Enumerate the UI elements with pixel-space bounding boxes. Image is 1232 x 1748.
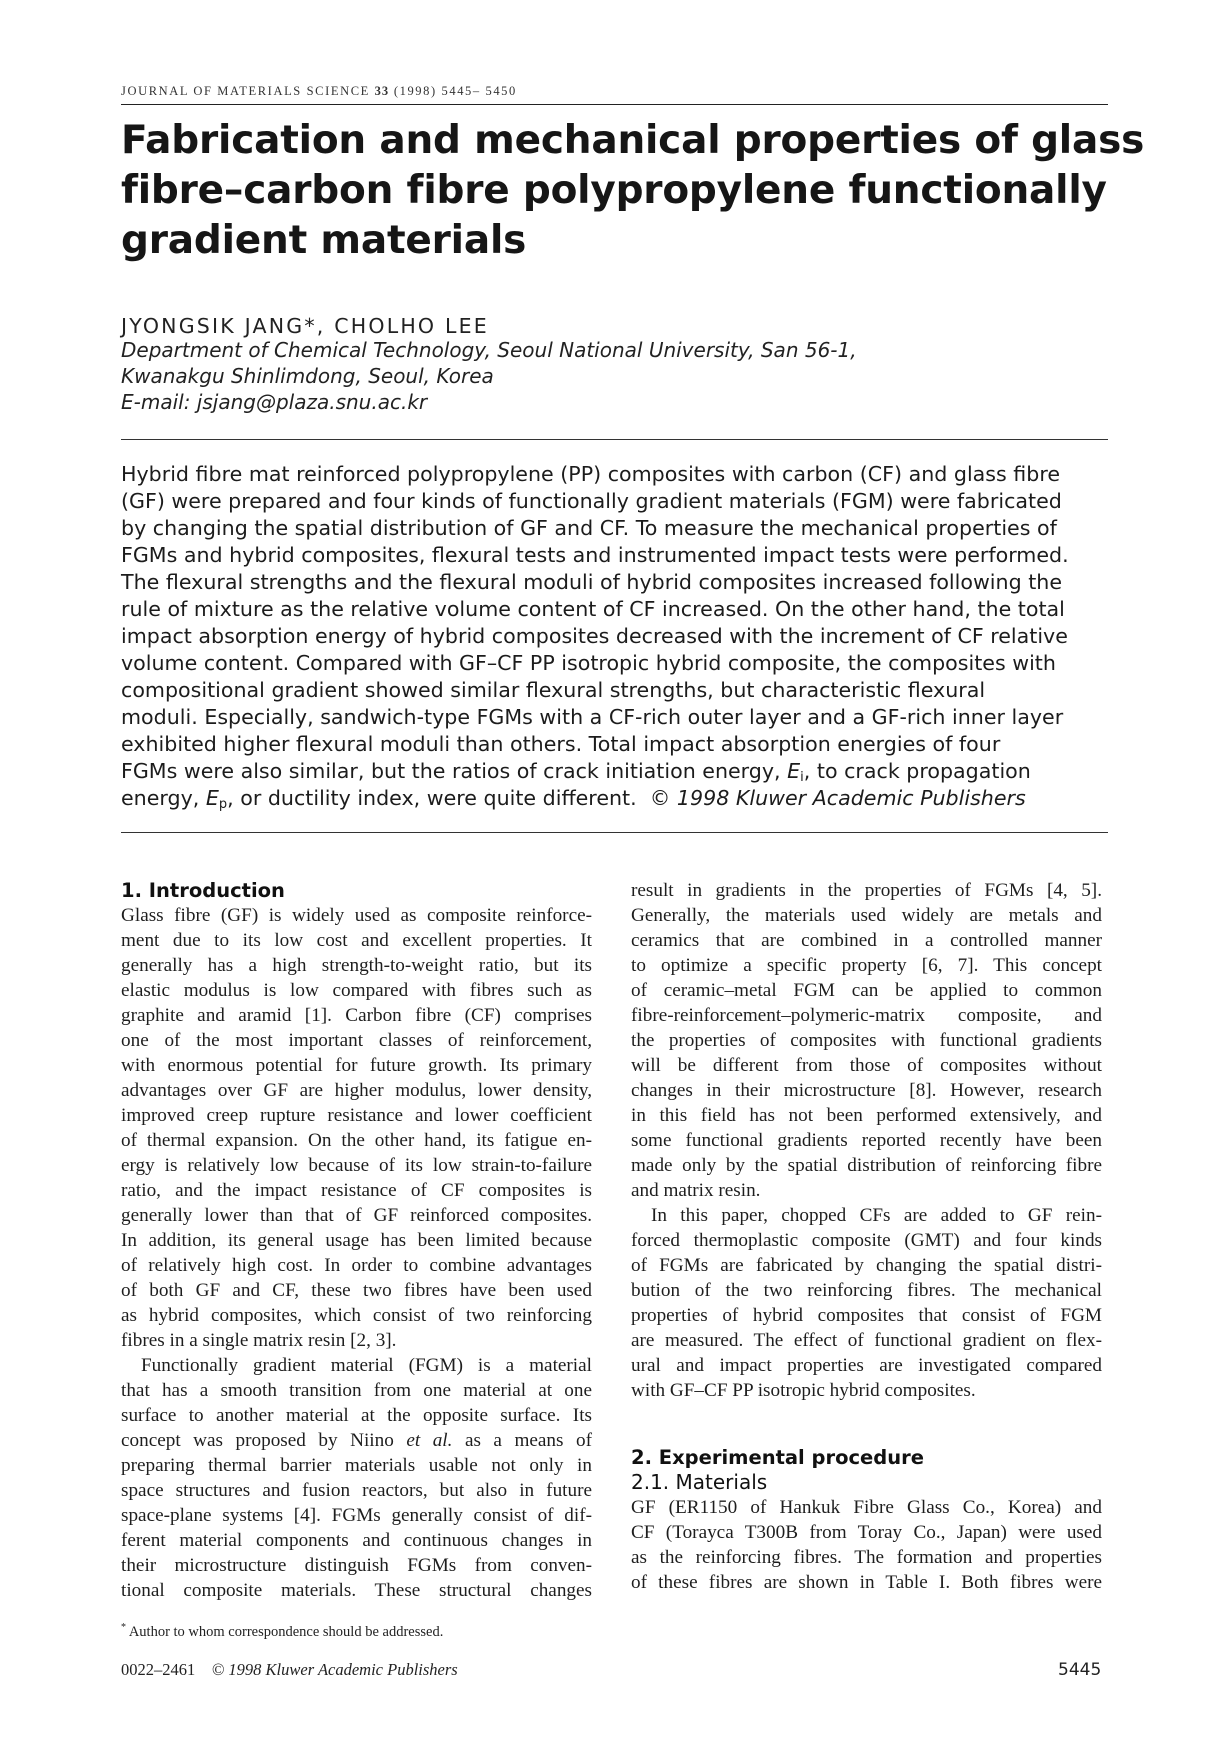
body-line: some functional gradients reported recently have been bbox=[631, 1130, 1102, 1151]
title-line: fibre–carbon fibre polypropylene functionally bbox=[121, 168, 1107, 213]
footer-copyright: © 1998 Kluwer Academic Publishers bbox=[211, 1660, 458, 1679]
page-number: 5445 bbox=[1058, 1660, 1102, 1680]
affiliation-line: Department of Chemical Technology, Seoul National University, San 56-1, bbox=[121, 338, 857, 362]
body-line bbox=[121, 1428, 592, 1453]
body-line: with enormous potential for future growth. Its primary bbox=[121, 1055, 592, 1076]
paper-title bbox=[121, 116, 1145, 266]
journal-volume: 33 bbox=[374, 84, 390, 98]
abstract-line bbox=[121, 758, 1108, 785]
body-text: concept was proposed by Niino bbox=[121, 1430, 394, 1451]
body-line: of both GF and CF, these two fibres have been used bbox=[121, 1280, 592, 1301]
journal-name: JOURNAL OF MATERIALS SCIENCE bbox=[121, 84, 370, 98]
body-line: their microstructure distinguish FGMs from conven- bbox=[121, 1555, 592, 1576]
body-line: ergy is relatively low because of its low strain-to-failure bbox=[121, 1155, 592, 1176]
body-line: tional composite materials. These structural changes bbox=[121, 1580, 592, 1601]
abstract-top-rule bbox=[121, 439, 1108, 440]
abstract-line: compositional gradient showed similar flexural strengths, but characteristic flexural bbox=[121, 678, 986, 702]
email-line: E-mail: jsjang@plaza.snu.ac.kr bbox=[121, 390, 428, 414]
body-line: generally has a high strength-to-weight ratio, but its bbox=[121, 955, 592, 976]
body-line: to optimize a specific property [6, 7]. This concept bbox=[631, 955, 1102, 976]
body-line: of these fibres are shown in Table I. Both fibres were bbox=[631, 1572, 1102, 1593]
affiliation bbox=[121, 337, 1021, 415]
abstract-line: Hybrid fibre mat reinforced polypropylene (PP) composites with carbon (CF) and glass fibre bbox=[121, 462, 1061, 486]
abstract-bottom-rule bbox=[121, 832, 1108, 833]
abstract-line: The flexural strengths and the flexural moduli of hybrid composites increased following the bbox=[121, 570, 1062, 594]
header-rule bbox=[121, 104, 1108, 105]
body-line: surface to another material at the opposite surface. Its bbox=[121, 1405, 592, 1426]
abstract-line: by changing the spatial distribution of GF and CF. To measure the mechanical properties of bbox=[121, 516, 1057, 540]
abstract-line: moduli. Especially, sandwich-type FGMs with a CF-rich outer layer and a GF-rich inner layer bbox=[121, 705, 1064, 729]
body-line: of relatively high cost. In order to combine advantages bbox=[121, 1255, 592, 1276]
running-head bbox=[121, 84, 1108, 99]
body-line: made only by the spatial distribution of reinforcing fibre bbox=[631, 1155, 1102, 1176]
right-column bbox=[631, 878, 1102, 1595]
body-line: result in gradients in the properties of FGMs [4, 5]. bbox=[631, 880, 1102, 901]
footnote bbox=[121, 1622, 443, 1641]
abstract-text: FGMs were also similar, but the ratios of crack initiation energy, bbox=[121, 759, 781, 783]
body-line: advantages over GF are higher modulus, lower density, bbox=[121, 1080, 592, 1101]
footnote-mark: * bbox=[121, 1622, 126, 1633]
body-line: of ceramic–metal FGM can be applied to common bbox=[631, 980, 1102, 1001]
abstract-text: , to crack propagation bbox=[803, 759, 1031, 783]
ep-symbol: E bbox=[205, 786, 219, 810]
body-line: ural and impact properties are investigated compared bbox=[631, 1355, 1102, 1376]
body-line: generally lower than that of GF reinforced composites. bbox=[121, 1205, 592, 1226]
abstract-line: exhibited higher flexural moduli than others. Total impact absorption energies of four bbox=[121, 732, 1001, 756]
body-line: changes in their microstructure [8]. However, research bbox=[631, 1080, 1102, 1101]
body-line: ratio, and the impact resistance of CF composites is bbox=[121, 1180, 592, 1201]
body-line: of thermal expansion. On the other hand, its fatigue en- bbox=[121, 1130, 592, 1151]
abstract-line bbox=[121, 785, 1108, 812]
body-line: space-plane systems [4]. FGMs generally consist of dif- bbox=[121, 1505, 592, 1526]
body-line: with GF–CF PP isotropic hybrid composites. bbox=[631, 1380, 976, 1401]
body-line: of FGMs are fabricated by changing the spatial distri- bbox=[631, 1255, 1102, 1276]
body-line: fibre-reinforcement–polymeric-matrix composite, and bbox=[631, 1005, 1102, 1026]
ei-subscript: i bbox=[800, 770, 804, 785]
affiliation-line: Kwanakgu Shinlimdong, Seoul, Korea bbox=[121, 364, 494, 388]
body-line: graphite and aramid [1]. Carbon fibre (CF) comprises bbox=[121, 1005, 592, 1026]
abstract-text: energy, bbox=[121, 786, 200, 810]
body-text: as a means of bbox=[452, 1430, 592, 1451]
left-column bbox=[121, 878, 592, 1603]
body-line: as hybrid composites, which consist of two reinforcing bbox=[121, 1305, 592, 1326]
body-line: CF (Torayca T300B from Toray Co., Japan) were used bbox=[631, 1522, 1102, 1543]
abstract-copyright: © 1998 Kluwer Academic Publishers bbox=[649, 786, 1026, 810]
ei-symbol: E bbox=[787, 759, 801, 783]
journal-year-pages: (1998) 5445– 5450 bbox=[393, 84, 517, 98]
body-line: as the reinforcing fibres. The formation and properties bbox=[631, 1547, 1102, 1568]
issn: 0022–2461 bbox=[121, 1660, 196, 1679]
title-line: Fabrication and mechanical properties of glass bbox=[121, 118, 1145, 163]
body-line: that has a smooth transition from one material at one bbox=[121, 1380, 592, 1401]
body-line: will be different from those of composites without bbox=[631, 1055, 1102, 1076]
footer-left bbox=[121, 1660, 458, 1680]
section-heading-introduction: 1. Introduction bbox=[121, 879, 285, 902]
body-line: elastic modulus is low compared with fibres such as bbox=[121, 980, 592, 1001]
body-line: In this paper, chopped CFs are added to GF rein- bbox=[651, 1205, 1102, 1226]
body-line: and matrix resin. bbox=[631, 1180, 761, 1201]
abstract-line: (GF) were prepared and four kinds of functionally gradient materials (FGM) were fabricated bbox=[121, 489, 1062, 513]
body-line: bution of the two reinforcing fibres. The mechanical bbox=[631, 1280, 1102, 1301]
subsection-heading-materials: 2.1. Materials bbox=[631, 1470, 768, 1494]
body-line: forced thermoplastic composite (GMT) and four kinds bbox=[631, 1230, 1102, 1251]
abstract bbox=[121, 461, 1108, 812]
ep-subscript: p bbox=[218, 797, 228, 812]
body-line: are measured. The effect of functional gradient on flex- bbox=[631, 1330, 1102, 1351]
body-line: in this field has not been performed extensively, and bbox=[631, 1105, 1102, 1126]
body-line: improved creep rupture resistance and lower coefficient bbox=[121, 1105, 592, 1126]
footnote-text: Author to whom correspondence should be addressed. bbox=[128, 1623, 444, 1640]
abstract-line: volume content. Compared with GF–CF PP isotropic hybrid composite, the composites with bbox=[121, 651, 1056, 675]
body-line: one of the most important classes of reinforcement, bbox=[121, 1030, 592, 1051]
body-line: Functionally gradient material (FGM) is a material bbox=[141, 1355, 592, 1376]
body-line: Generally, the materials used widely are metals and bbox=[631, 905, 1102, 926]
title-line: gradient materials bbox=[121, 218, 527, 263]
body-line: properties of hybrid composites that consist of FGM bbox=[631, 1305, 1102, 1326]
abstract-line: FGMs and hybrid composites, flexural tests and instrumented impact tests were performed. bbox=[121, 543, 1069, 567]
body-line: ment due to its low cost and excellent properties. It bbox=[121, 930, 592, 951]
authors: JYONGSIK JANG*, CHOLHO LEE bbox=[121, 314, 489, 338]
et-al-italic: et al. bbox=[406, 1430, 453, 1451]
abstract-line: impact absorption energy of hybrid composites decreased with the increment of CF relative bbox=[121, 624, 1068, 648]
body-line: preparing thermal barrier materials usable not only in bbox=[121, 1455, 592, 1476]
abstract-line: rule of mixture as the relative volume content of CF increased. On the other hand, the total bbox=[121, 597, 1065, 621]
body-line: In addition, its general usage has been limited because bbox=[121, 1230, 592, 1251]
body-line: GF (ER1150 of Hankuk Fibre Glass Co., Korea) and bbox=[631, 1497, 1102, 1518]
section-heading-experimental: 2. Experimental procedure bbox=[631, 1446, 924, 1469]
section-gap bbox=[631, 1403, 1102, 1445]
abstract-text: , or ductility index, were quite different. bbox=[227, 786, 637, 810]
body-line: space structures and fusion reactors, but also in future bbox=[121, 1480, 592, 1501]
body-line: the properties of composites with functional gradients bbox=[631, 1030, 1102, 1051]
body-line: ferent material components and continuous changes in bbox=[121, 1530, 592, 1551]
body-line: ceramics that are combined in a controlled manner bbox=[631, 930, 1102, 951]
body-line: fibres in a single matrix resin [2, 3]. bbox=[121, 1330, 397, 1351]
body-line: Glass fibre (GF) is widely used as composite reinforce- bbox=[121, 905, 592, 926]
